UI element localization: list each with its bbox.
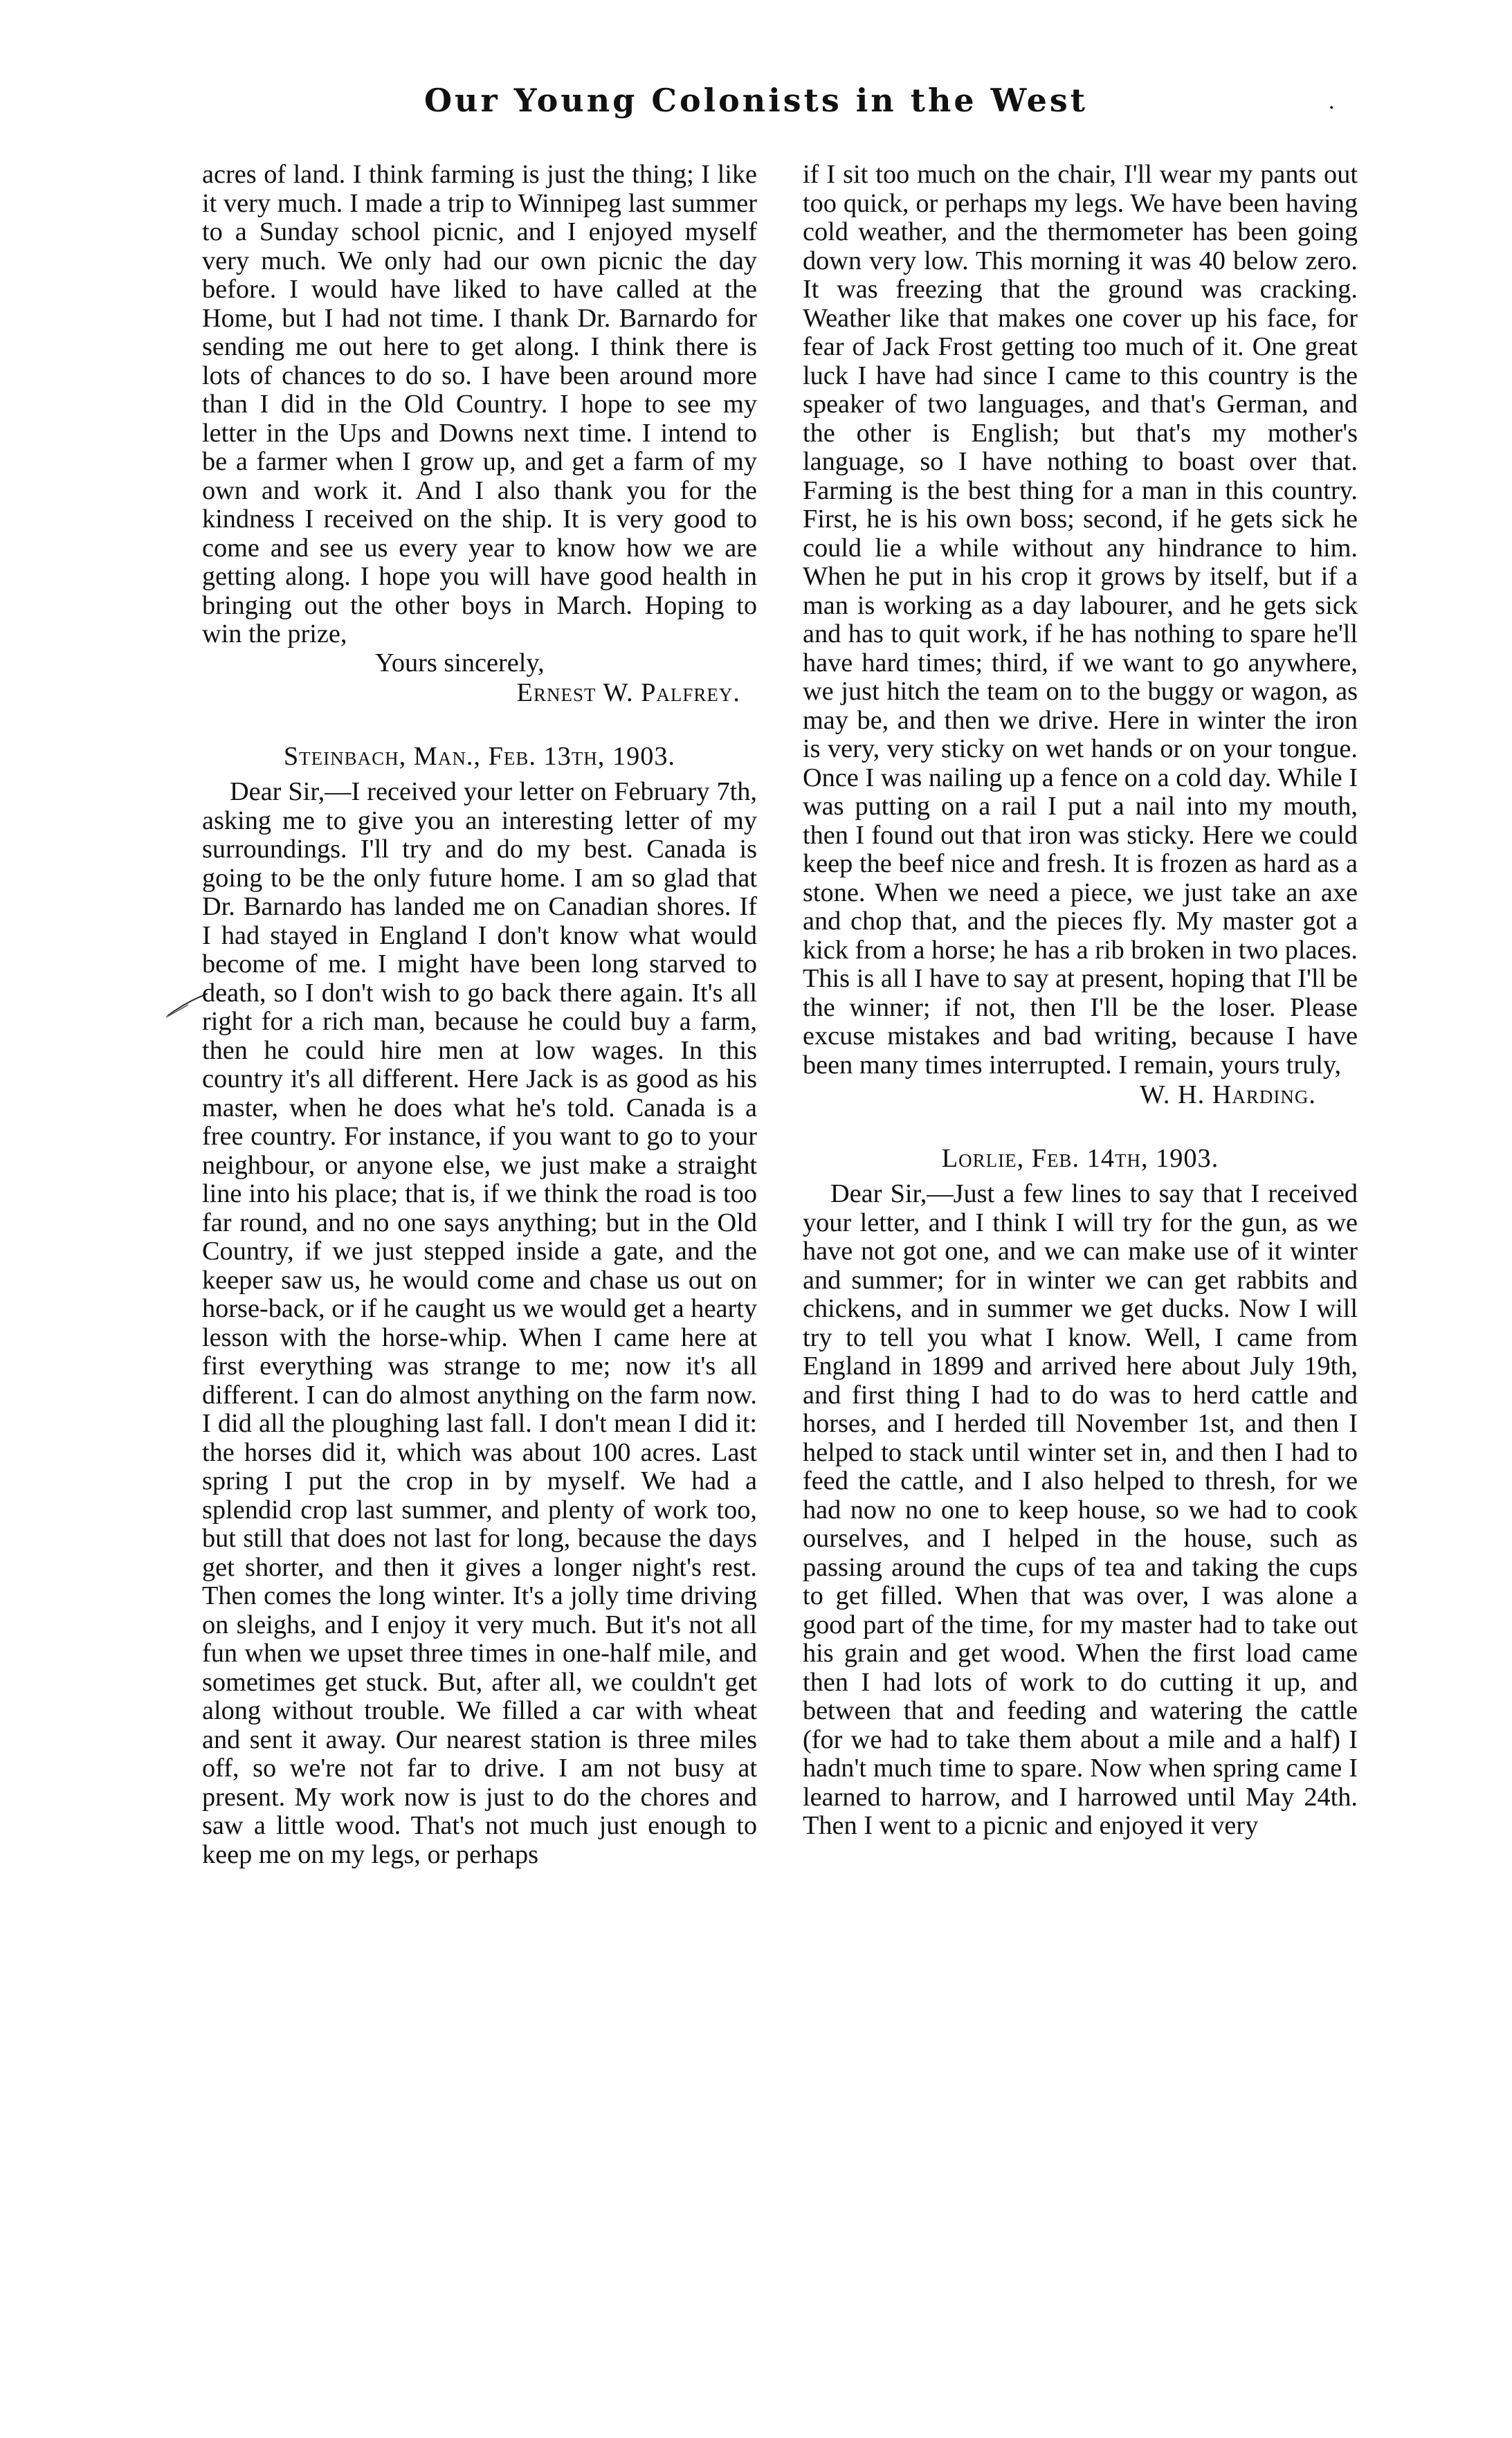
letter-signature: Ernest W. Palfrey. [516,678,740,707]
letter-closing: Yours sincerely, [375,648,545,677]
letter-dateline: Lorlie, Feb. 14th, 1903. [941,1143,1219,1173]
letter-dateline: Steinbach, Man., Feb. 13th, 1903. [283,741,676,771]
running-header: Our Young Colonists in the West [423,82,1088,119]
page-mark: . [1329,89,1335,114]
letter-body: Dear Sir,—Just a few lines to say that I received your letter, and I think I will try for the gun, as we have not got one, and we can make use of it winter and summer; for in winter we can get rabbits and chickens, and in summer we get ducks. Now I will try to tell you what I know. Well, I came from England in 1899 and arrived here about July 19th, and first thing I had to do was to herd cattle and horses, and I herded till November 1st, and then I helped to stack until winter set in, and then I had to feed the cattle, and I also helped to thresh, for we had now no one to keep house, so we had to cook ourselves, and I helped in the house, such as passing around the cups of tea and taking the cups to get filled. When that was over, I was alone a good part of the time, for my master had to take out his grain and get wood. When the first load came then I had lots of work to do cutting it up, and between that and feeding and watering the cattle (for we had to take them about a mile and a half) I hadn't much time to spare. Now when spring came I learned to harrow, and I harrowed until May 24th. Then I went to a picnic and enjoyed it very [803,1179,1358,1840]
letter-body: Dear Sir,—I received your letter on February 7th, asking me to give you an interesting letter of my surroundings. I'll try and do my best. Canada is going to be the only future home. I am so glad that Dr. Barnardo has landed me on Canadian shores. If I had stayed in England I don't know what would become of me. I might have been long starved to death, so I don't wish to go back there again. It's all right for a rich man, because he could buy a farm, then he could hire men at low wages. In this country it's all different. Here Jack is as good as his master, when he does what he's told. Canada is a free country. For instance, if you want to go to your neighbour, or anyone else, we just make a straight line into his place; that is, if we think the road is too far round, and no one says anything; but in the Old Country, if we just stepped inside a gate, and the keeper saw us, he would come and chase us out on horse-back, or if he caught us we would get a hearty lesson with the horse-whip. When I came here at first everything was strange to me; now it's all different. I can do almost anything on the farm now. I did all the ploughing last fall. I don't mean I did it: the horses did it, which was about 100 acres. Last spring I put the crop in by myself. We had a splendid crop last summer, and plenty of work too, but still that does not last for long, because the days get shorter, and then it gives a longer night's rest. Then comes the long winter. It's a jolly time driving on sleighs, and I enjoy it very much. But it's not all fun when we upset three times in one-half mile, and sometimes get stuck. But, after all, we couldn't get along without trouble. We filled a car with wheat and sent it away. Our nearest station is three miles off, so we're not far to drive. I am not busy at present. My work now is just to do the chores and saw a little wood. That's not much just enough to keep me on my legs, or perhaps [202,777,757,1869]
right-column [803,161,1358,1841]
letter-signature: W. H. Harding. [1140,1080,1316,1109]
letter-body: acres of land. I think farming is just the thing; I like it very much. I made a trip to Winnipeg last summer to a Sunday school picnic, and I enjoyed myself very much. We only had our own picnic the day before. I would have liked to have called at the Home, but I had not time. I thank Dr. Barnardo for sending me out here to get along. I think there is lots of chances to do so. I have been around more than I did in the Old Country. I hope to see my letter in the Ups and Downs next time. I intend to be a farmer when I grow up, and get a farm of my own and work it. And I also thank you for the kindness I received on the ship. It is very good to come and see us every year to know how we are getting along. I hope you will have good health in bringing out the other boys in March. Hoping to win the prize, [202,160,757,648]
left-column [202,161,757,1869]
letter-body-continued: if I sit too much on the chair, I'll wear my pants out too quick, or perhaps my legs. We have been having cold weather, and the thermometer has been going down very low. This morning it was 40 below zero. It was freezing that the ground was cracking. Weather like that makes one cover up his face, for fear of Jack Frost getting too much of it. One great luck I have had since I came to this country is the speaker of two languages, and that's German, and the other is English; but that's my mother's language, so I have nothing to boast over that. Farming is the best thing for a man in this country. First, he is his own boss; second, if he gets sick he could lie a while without any hindrance to him. When he put in his crop it grows by itself, but if a man is working as a day labourer, and he gets sick and has to quit work, if he has nothing to spare he'll have hard times; third, if we want to go anywhere, we just hitch the team on to the buggy or wagon, as may be, and then we drive. Here in winter the iron is very, very sticky on wet hands or on your tongue. Once I was nailing up a fence on a cold day. While I was putting on a rail I put a nail into my mouth, then I found out that iron was sticky. Here we could keep the beef nice and fresh. It is frozen as hard as a stone. When we need a piece, we just take an axe and chop that, and the pieces fly. My master got a kick from a horse; he has a rib broken in two places. This is all I have to say at present, hoping that I'll be the winner; if not, then I'll be the loser. Please excuse mistakes and bad writing, because I have been many times interrupted. I remain, yours truly, [803,160,1358,1080]
